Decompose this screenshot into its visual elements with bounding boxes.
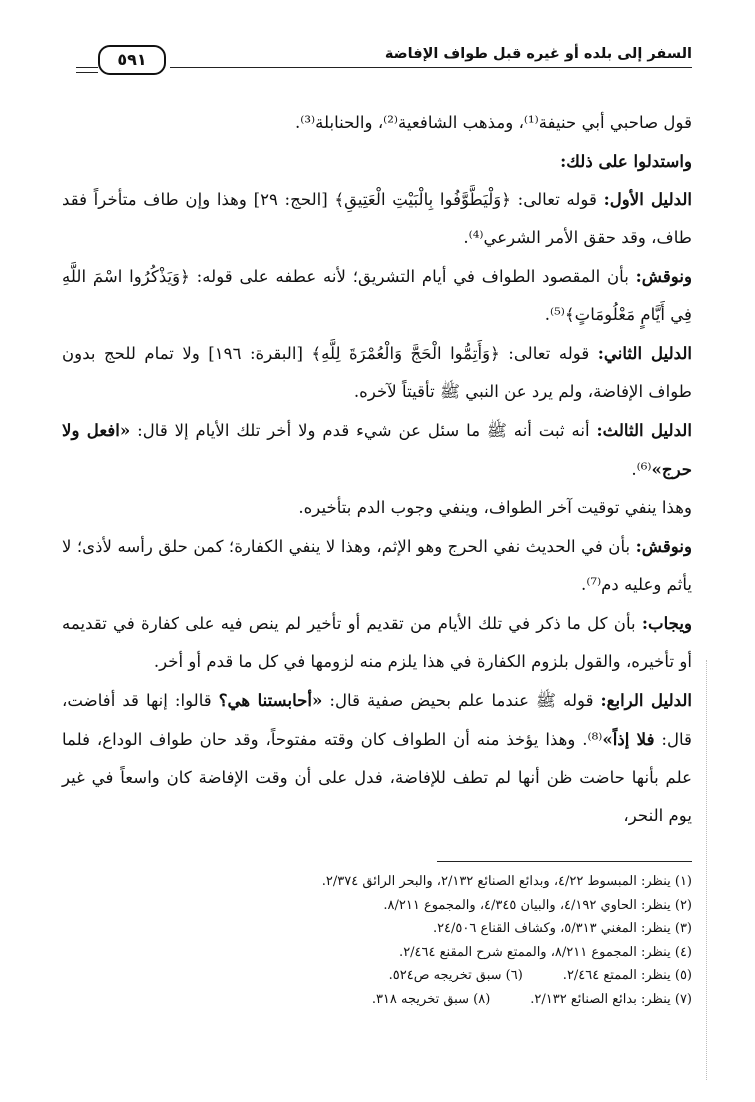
- paragraph: ويجاب: بأن كل ما ذكر في تلك الأيام من تقديم أو تأخير لم ينص فيه على كفارة في تقديمه أو تأخيره، والقول بلزوم الكفارة في هذا يلزم منه لزومها في كل ما قدم أو أخر.: [62, 613, 692, 671]
- header-rule: [76, 72, 98, 73]
- footnote: (٣) ينظر: المغني ٥/٣١٣، وكشاف القناع ٢٤/٥٠٦.: [432, 921, 692, 936]
- evidence-label: الدليل الثالث:: [596, 420, 692, 440]
- paragraph: قول صاحبي أبي حنيفة⁽¹⁾، ومذهب الشافعية⁽²⁾، والحنابلة⁽³⁾.: [295, 113, 692, 132]
- hadith-quote: «افعل ولا حرج»: [62, 420, 692, 479]
- footnote: (٤) ينظر: المجموع ٨/٢١١، والممتع شرح المقنع ٢/٤٦٤.: [399, 944, 692, 960]
- reply-label: ويجاب:: [641, 613, 692, 633]
- evidence-label: الدليل الرابع:: [600, 690, 693, 710]
- evidence-label: الدليل الثاني:: [597, 343, 693, 363]
- footnote: (٢) ينظر: الحاوي ٤/١٩٢، والبيان ٤/٣٤٥، والمجموع ٨/٢١١.: [383, 897, 692, 913]
- paragraph: الدليل الرابع: قوله ﷺ عندما علم بحيض صفية قال: «أحابستنا هي؟ قالوا: إنها قد أفاضت، قال: فلا إذاً»⁽⁸⁾. وهذا يؤخذ منه أن الطواف كان وقته مفتوحاً، وقد حان طواف الوداع، فلما علم بأنها حاضت ظن أنها لم تطف للإفاضة، فدل على أن وقت الإفاضة كان واسعاً في غير يوم النحر،: [62, 690, 693, 825]
- footnote-row: [62, 964, 692, 988]
- hadith-quote: «أحابستنا هي؟: [218, 690, 323, 710]
- footnote-row: [62, 988, 692, 1012]
- evidence-label: الدليل الأول:: [603, 189, 693, 209]
- page-header: [62, 34, 692, 82]
- footnote: (٥) ينظر: الممتع ٢/٤٦٤.: [562, 968, 692, 983]
- main-text: [62, 104, 692, 835]
- paragraph: الدليل الثالث: أنه ثبت أنه ﷺ ما سئل عن شيء قدم ولا أخر تلك الأيام إلا قال: «افعل ولا حرج»⁽⁶⁾.: [62, 420, 692, 479]
- objection-label: ونوقش:: [635, 536, 692, 556]
- paragraph: الدليل الثاني: قوله تعالى: ﴿وَأَتِمُّوا الْحَجَّ وَالْعُمْرَةَ لِلَّهِ﴾ [البقرة: ١٩٦] ولا تمام للحج بدون طواف الإفاضة، ولم يرد عن النبي ﷺ تأقيتاً لآخره.: [62, 343, 693, 401]
- paragraph: الدليل الأول: قوله تعالى: ﴿وَلْيَطَّوَّفُوا بِالْبَيْتِ الْعَتِيقِ﴾ [الحج: ٢٩] وهذا وإن طاف متأخراً فقد طاف، وقد حقق الأمر الشرعي⁽⁴⁾.: [62, 189, 693, 247]
- footnote: (٨) سبق تخريجه ٣١٨.: [371, 991, 491, 1007]
- header-rule: [76, 67, 98, 68]
- footnotes: [62, 870, 692, 1011]
- page: [62, 34, 692, 1011]
- header-rule: [170, 67, 692, 68]
- paragraph: واستدلوا على ذلك:: [560, 151, 692, 171]
- footnote: (١) ينظر: المبسوط ٤/٢٢، وبدائع الصنائع ٢/١٣٢، والبحر الرائق ٢/٣٧٤.: [321, 874, 692, 889]
- objection-label: ونوقش:: [635, 266, 692, 286]
- paragraph: وهذا ينفي توقيت آخر الطواف، وينفي وجوب الدم بتأخيره.: [298, 498, 692, 517]
- paragraph: ونوقش: بأن في الحديث نفي الحرج وهو الإثم، وهذا لا ينفي الكفارة؛ كمن حلق رأسه لأذى؛ لا يأثم وعليه دم⁽⁷⁾.: [62, 536, 692, 594]
- page-number: ٥٩١: [98, 45, 166, 75]
- paragraph: ونوقش: بأن المقصود الطواف في أيام التشريق؛ لأنه عطفه على قوله: ﴿وَيَذْكُرُوا اسْمَ اللَّهِ فِي أَيَّامٍ مَعْلُومَاتٍ﴾⁽⁵⁾.: [62, 266, 692, 324]
- footnote: (٦) سبق تخريجه ص٥٢٤.: [388, 968, 523, 983]
- footnote-separator: [437, 861, 692, 862]
- hadith-quote: فلا إذاً»: [602, 729, 655, 749]
- margin-line: [706, 660, 707, 1080]
- footnote: (٧) ينظر: بدائع الصنائع ٢/١٣٢.: [530, 991, 692, 1007]
- running-title: السفر إلى بلده أو غيره قبل طواف الإفاضة: [384, 46, 692, 62]
